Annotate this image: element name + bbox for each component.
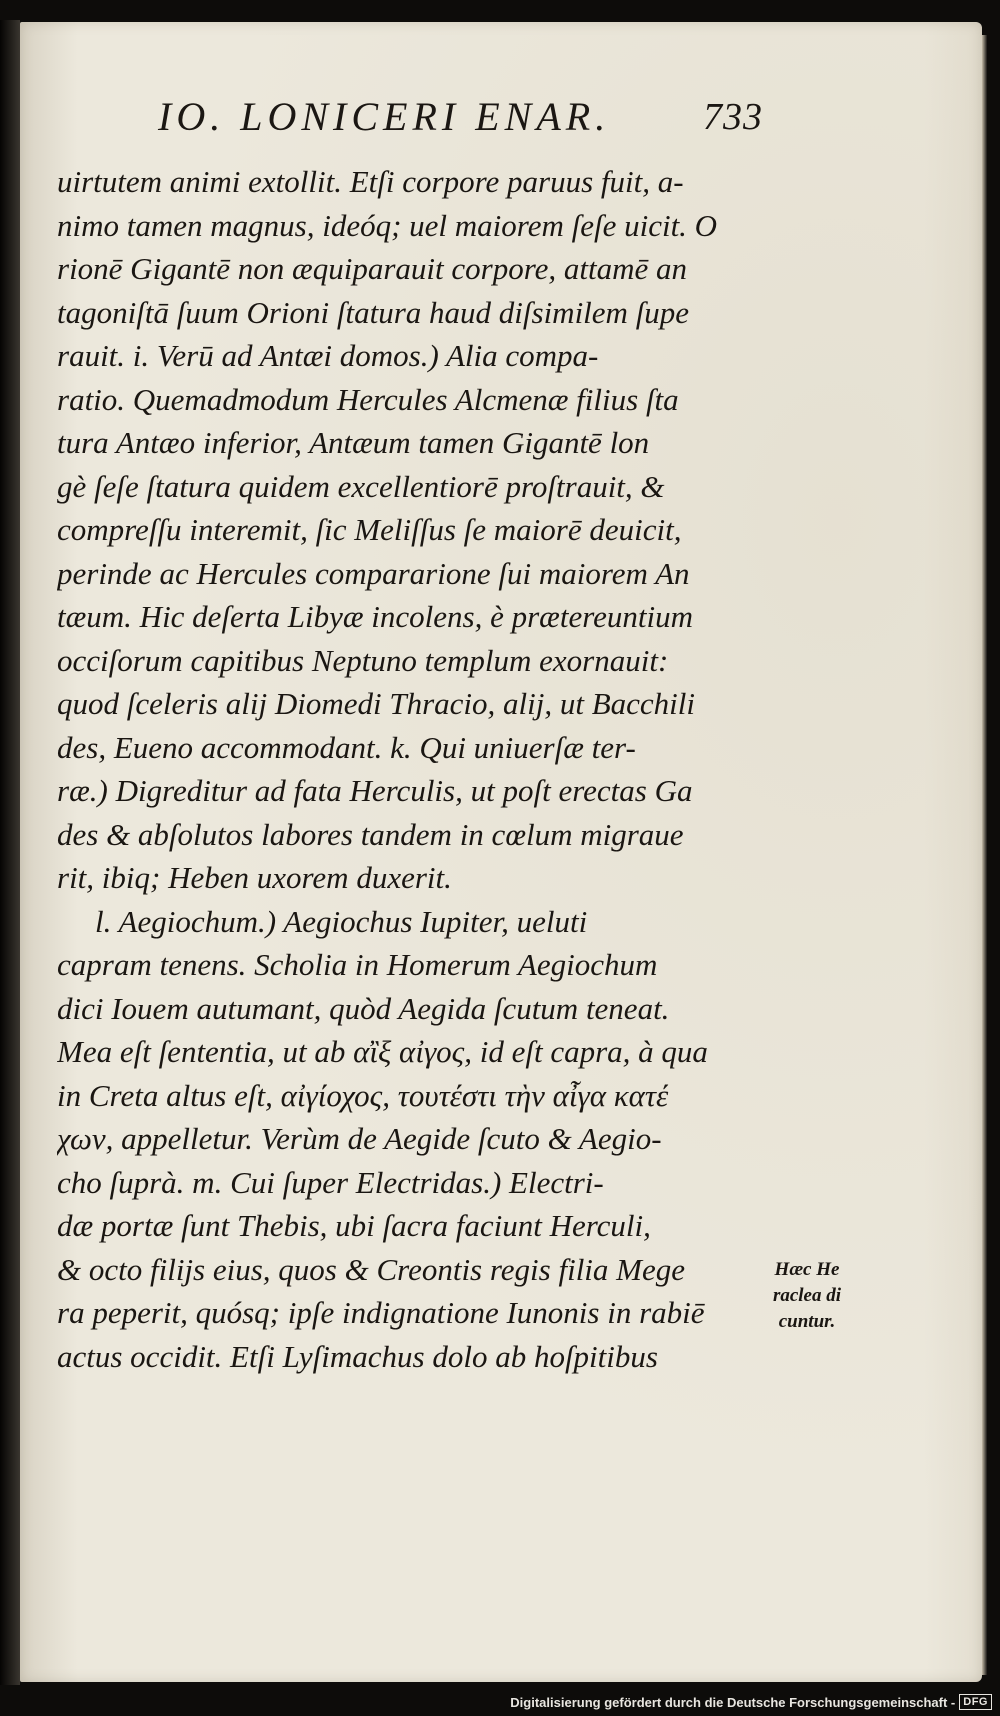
text-line: Mea eſt ſententia, ut ab αἲξ αἰγος, id eſt capra, à qua	[57, 1034, 708, 1069]
text-line: capram tenens. Scholia in Homerum Aegiochum	[57, 947, 658, 982]
text-line: cho ſuprà. m. Cui ſuper Electridas.) Electri-	[57, 1164, 604, 1200]
text-line: in Creta altus eſt, αἰγίοχος, τουτέστι τὴν αἶγα κατέ	[57, 1077, 669, 1113]
page-header	[158, 93, 763, 143]
text-line: ræ.) Digreditur ad fata Herculis, ut poſt erectas Ga	[57, 773, 693, 808]
running-head: IO. LONICERI ENAR.	[158, 94, 611, 139]
text-line: uirtutem animi extollit. Etſi corpore paruus fuit, a-	[57, 164, 684, 199]
marginal-note	[757, 1257, 857, 1335]
text-line: χων, appelletur. Verùm de Aegide ſcuto & Aegio-	[57, 1121, 662, 1156]
text-line: quod ſceleris alij Diomedi Thracio, alij, ut Bacchili	[57, 686, 696, 721]
marginal-note-line: cuntur.	[778, 1311, 836, 1332]
text-line: dæ portæ ſunt Thebis, ubi ſacra faciunt Herculi,	[57, 1208, 651, 1243]
text-line: & octo filijs eius, quos & Creontis regis filia Mege	[57, 1251, 686, 1287]
text-line: ratio. Quemadmodum Hercules Alcmenæ filius ſta	[57, 381, 679, 417]
body-text	[57, 160, 757, 1378]
text-line: des & abſolutos labores tandem in cœlum migraue	[57, 816, 684, 852]
marginal-note-line: Hæc He	[774, 1259, 840, 1280]
page-number: 733	[703, 96, 763, 138]
credit-text: Digitalisierung gefördert durch die Deutsche Forschungsgemeinschaft -	[510, 1694, 956, 1710]
text-line: tæum. Hic deſerta Libyæ incolens, è prætereuntium	[57, 599, 693, 634]
binding-shadow	[0, 20, 20, 1685]
text-line: rionē Gigantē non æquiparauit corpore, attamē an	[57, 251, 688, 286]
text-line: tura Antæo inferior, Antæum tamen Gigantē lon	[57, 425, 650, 460]
text-line: occiſorum capitibus Neptuno templum exornauit:	[57, 642, 669, 678]
text-line: tagoniſtā ſuum Orioni ſtatura haud diſsimilem ſupe	[57, 294, 690, 330]
digitization-credit	[510, 1691, 992, 1713]
text-line: dici Iouem autumant, quòd Aegida ſcutum teneat.	[57, 990, 670, 1026]
dfg-logo-icon: DFG	[959, 1694, 992, 1710]
text-line: ra peperit, quósq; ipſe indignatione Iunonis in rabiē	[57, 1295, 705, 1330]
text-line: rit, ibiq; Heben uxorem duxerit.	[57, 860, 452, 895]
text-line: actus occidit. Etſi Lyſimachus dolo ab hoſpitibus	[57, 1338, 658, 1374]
text-line: nimo tamen magnus, ideóq; uel maiorem ſeſe uicit. O	[57, 207, 718, 243]
marginal-note-line: raclea di	[772, 1285, 842, 1306]
text-line: des, Eueno accommodant. k. Qui uniuerſæ ter-	[57, 729, 636, 765]
text-line: gè ſeſe ſtatura quidem excellentiorē proſtrauit, &	[57, 468, 665, 504]
text-line: perinde ac Hercules compararione ſui maiorem An	[57, 555, 690, 591]
text-line: l. Aegiochum.) Aegiochus Iupiter, ueluti	[95, 903, 588, 939]
text-line: rauit. i. Verū ad Antæi domos.) Alia compa-	[57, 338, 599, 373]
text-line: compreſſu interemit, ſic Meliſſus ſe maiorē deuicit,	[57, 512, 682, 547]
